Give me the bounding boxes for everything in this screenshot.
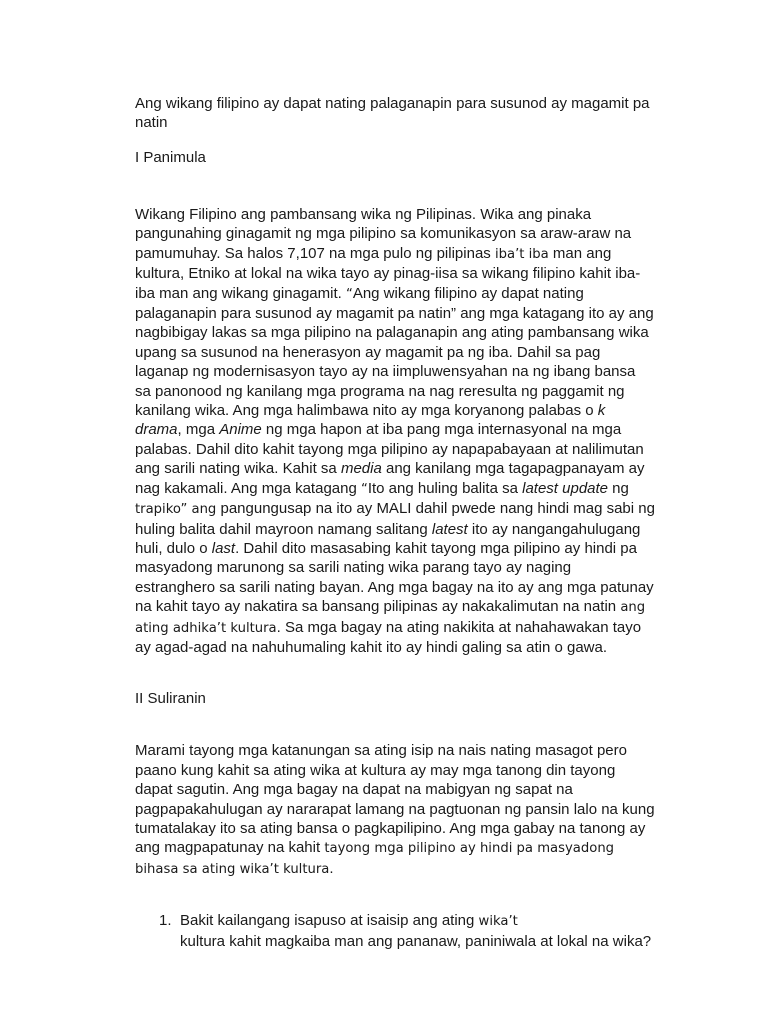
text-run: . Dahil dito masasabing kahit tayong mga pilipino ay hindi pa masyadong marunong sa sarili nating wika parang tayo ay naging estranghero sa sarili nating bayan. Ang mga bagay na ito ay ang mga patunay na kahit tayo ay nakatira sa bansang pilipinas ay nakakalimutan na natin <box>135 539 654 616</box>
text-run: ang ating adhika’t kultura <box>135 600 646 636</box>
text-run-italic: last <box>211 539 236 557</box>
panimula-paragraph <box>135 205 655 657</box>
text-run: ng mga hapon at iba pang mga internasyonal na mga palabas. Dahil dito kahit tayong mga pilipino ay napapabayaan at nalilimutan ang sarili nating wika. Kahit sa <box>135 421 644 478</box>
text-run-italic: latest update <box>522 479 609 497</box>
text-run: Wikang Filipino ang pambansang wika ng Pilipinas. Wika ang pinaka pangunahing ginagamit ng mga pilipino sa komunikasyon sa araw-araw na pamumuhay. Sa halos 7,107 na mga pulo ng pilipinas <box>135 206 632 262</box>
text-run: tayong mga pilipino ay hindi pa masyadong bihasa sa ating wika’t kultura <box>135 841 615 877</box>
text-run: iba’t iba <box>494 246 549 262</box>
suliranin-paragraph <box>135 741 655 879</box>
list-item <box>135 911 655 951</box>
document-title: Ang wikang filipino ay dapat nating palaganapin para susunod ay magamit pa natin <box>135 95 650 131</box>
text-run: man ang kultura, Etniko at lokal na wika tayo ay pinag-iisa sa wikang filipino kahit iba-iba man ang wikang ginagamit. <box>135 244 641 302</box>
text-run-italic: Anime <box>219 421 262 439</box>
text-run: . Sa mga bagay na ating nakikita at nahahawakan tayo ay agad-agad na nahuhumaling kahit ito ay hindi galing sa atin o gawa. <box>135 618 642 656</box>
document-page <box>135 94 655 951</box>
text-run-italic: k drama <box>135 402 606 439</box>
text-run: wika’t <box>478 914 518 930</box>
section-heading-panimula: I Panimula <box>135 149 206 166</box>
text-run: ng <box>608 479 629 497</box>
text-run: kultura kahit magkaiba man ang pananaw, paniniwala at lokal na wika? <box>180 932 652 950</box>
question-list <box>135 911 655 951</box>
text-run: Ang wikang filipino ay dapat nating palaganapin para susunod ay magamit pa natin” ang mga katagang ito ay ang nagbibigay lakas sa mga pilipino na palaganapin ang ating pambansang wika upang sa susunod na henerasyon ay magamit pa ng iba. Dahil sa pag laganap ng modernisasyon tayo ay na iimpluwensyahan na ng ibang bansa sa panonood ng kanilang mga programa na nag reresulta ng paggamit ng kanilang wika. Ang mga halimbawa nito ay mga koryanong palabas o <box>135 284 654 420</box>
list-number: 1. <box>159 912 172 930</box>
text-run: ito ay nangangahulugang huli, dulo o <box>135 520 641 557</box>
text-run: “ <box>345 286 353 302</box>
text-run: Ito ang huling balita sa <box>367 479 523 497</box>
text-run: Marami tayong mga katanungan sa ating isip na nais nating masagot pero paano kung kahit sa ating wika at kultura ay may mga tanong din tayong dapat sagutin. Ang mga bagay na dapat na mabigyan ng sapat na pagpapakahulugan ay nararapat lamang na pagtuonan ng pansin lalo na kung tumatalakay ito sa ating bansa o pagkapilipino. Ang mga gabay na tanong ay ang magpapatunay na kahit <box>135 742 655 857</box>
text-run: “ <box>360 481 368 497</box>
text-run-italic: latest <box>431 520 468 538</box>
text-run: , mga <box>177 421 220 439</box>
text-run: pangungusap na ito ay MALI dahil pwede nang hindi mag sabi ng huling balita dahil mayroon namang salitang <box>135 500 655 538</box>
text-run: . <box>329 859 334 877</box>
text-run-italic: media <box>340 460 382 478</box>
text-run: trapiko” ang <box>135 502 217 518</box>
text-run: Bakit kailangang isapuso at isaisip ang ating <box>180 912 479 930</box>
section-heading-suliranin: II Suliranin <box>135 690 206 708</box>
text-run: ang kanilang mga tagapagpanayam ay nag kakamali. Ang mga katagang <box>135 460 645 497</box>
